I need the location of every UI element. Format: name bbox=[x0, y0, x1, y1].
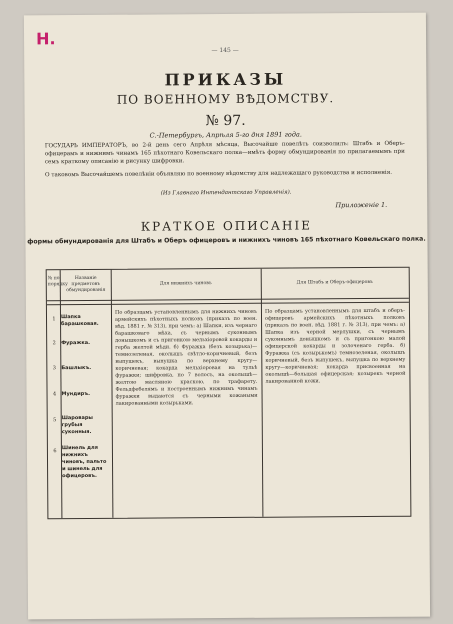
brief-subheading: формы обмундированія для Штабъ и Оберъ офицеровъ и нижнихъ чиновъ 165 пѣхотнаго Ковельскаго полка. bbox=[27, 235, 426, 246]
document-page bbox=[24, 13, 430, 620]
row-number: 5 bbox=[53, 417, 57, 424]
row-item-name: Шапка барашковая. bbox=[60, 314, 99, 328]
source-note: (Из Главнаго Интендантскаго Управленія). bbox=[160, 189, 292, 197]
officers-description: По образцамъ установленнымъ для штабъ и оберъ-офицеровъ армейскихъ пѣхотныхъ полковъ (приказъ по воен. вѣд. 1881 г. № 313), при чемъ: а) Шапка изъ черной мерлушки, съ чернымъ суконнымъ донышкомъ и съ пригонкою малой офицерской кокарды и золоченаго герба. б) Фуражка (съ козырькомъ) темнозеленая, околышъ коричневый, безъ выпушекъ, выпушка по верхнему кругу—коричневая; кокарда присвоенная на околышѣ—большая офицерская; козырекъ черной лакированной кожи. bbox=[264, 307, 406, 385]
handwritten-mark: H. bbox=[35, 29, 56, 49]
row-item-name: Мундиръ. bbox=[61, 390, 91, 398]
row-item-name: Шинель для нижнихъ чиновъ, пальто и шинель для офицеровъ. bbox=[61, 444, 107, 480]
appendix-label: Приложеніе 1. bbox=[335, 200, 388, 210]
page-title: ПРИКАЗЫ bbox=[164, 69, 287, 90]
row-number: 4 bbox=[52, 391, 57, 398]
page-number: — 145 — bbox=[211, 46, 239, 55]
table-divider bbox=[111, 270, 114, 518]
row-number: 1 bbox=[52, 316, 56, 323]
lower-ranks-description: По образцамъ установленнымъ для нижнихъ чиновъ армейскихъ пѣхотныхъ полковъ (приказъ по воен. вѣд. 1881 г. № 313), при чемъ: а) Шапки, изъ чернаго барашковаго мѣха, съ чернымъ суконнымъ донышкомъ и съ пригонкою мельхіоровой кокарды и герба желтой мѣди. б) Фуражка (безъ козырька)—темнозеленая, околышъ свѣтло-коричневый, безъ выпушекъ, выпушка по верхнему кругу—коричневая; кокарда мельхіоровая на тульѣ фуражки; шифровка, по 7 волосъ, на околышѣ—желтою масляною краскою, по трафарету. Фельдфебелямъ и построеннымъ нижнимъ чинамъ фуражки выдаются съ черными кожаными лакированными козырьками. bbox=[114, 308, 258, 407]
header-officers: Для Штабъ и Оберъ-офицеровъ bbox=[296, 279, 373, 286]
paragraph-announcement: О таковомъ Высочайшемъ повелѣніи объявляю по военному вѣдомству для надлежащаго руководства и исполненія. bbox=[44, 169, 393, 179]
page-subtitle: ПО ВОЕННОМУ ВѢДОМСТВУ. bbox=[116, 91, 335, 107]
paragraph-decree: ГОСУДАРЬ ИМПЕРАТОРЪ, во 2-й день сего Апрѣля мѣсяца, Высочайше повелѣть соизволилъ: Штабъ и Оберъ-офицерамъ и нижнимъ чинамъ 165 пѣхотнаго Ковельскаго полка—имѣть форму обмундированія по прилагаемымъ при семъ краткому описанію и рисунку шифровки. bbox=[44, 140, 405, 166]
header-number: № по порядку bbox=[47, 276, 68, 288]
order-number: № 97. bbox=[205, 112, 246, 130]
row-item-name: Башлыкъ. bbox=[61, 364, 92, 372]
row-item-name: Шаровары грубыя суконныя. bbox=[61, 414, 93, 436]
table-header-divider bbox=[47, 298, 409, 302]
table-header-divider bbox=[47, 302, 409, 306]
row-number: 2 bbox=[52, 340, 56, 347]
dateline: С.-Петербургъ, Апрѣля 5-го дня 1891 года. bbox=[149, 130, 302, 140]
header-item: Названіе предметовъ обмундированія bbox=[66, 275, 106, 294]
row-number: 3 bbox=[52, 365, 56, 372]
row-number: 6 bbox=[53, 448, 57, 455]
uniform-table bbox=[46, 267, 412, 520]
header-lower-ranks: Для нижнихъ чиновъ bbox=[159, 281, 212, 287]
brief-description-title: КРАТКОЕ ОПИСАНІЕ bbox=[140, 218, 312, 234]
row-item-name: Фуражка. bbox=[61, 339, 91, 347]
table-divider bbox=[261, 269, 264, 517]
